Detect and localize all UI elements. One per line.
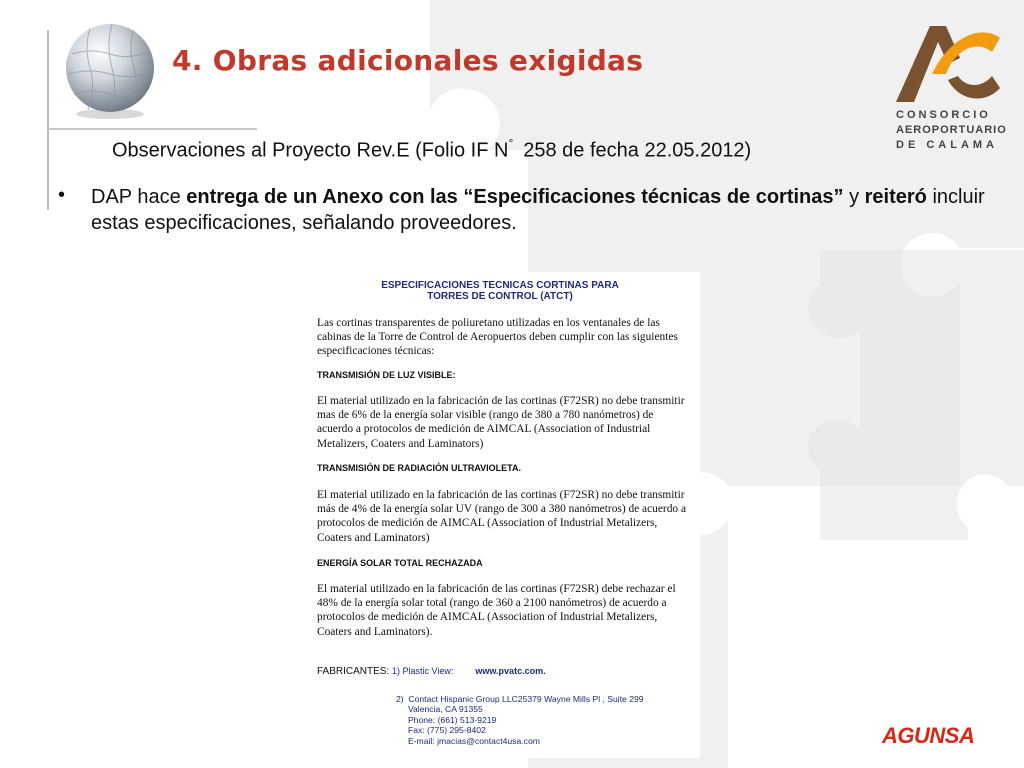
logo-line-1: CONSORCIO — [896, 109, 991, 121]
logo-line-3: DE CALAMA — [896, 139, 998, 151]
doc-section-3-heading: ENERGÍA SOLAR TOTAL RECHAZADA — [317, 558, 483, 568]
subtitle-text: Observaciones al Proyecto Rev.E (Folio IF N — [112, 139, 509, 162]
logo-line-2: AEROPORTUARIO — [896, 124, 1007, 136]
bullet-bold-2: reiteró — [864, 186, 927, 208]
doc-section-1-heading: TRANSMISIÓN DE LUZ VISIBLE: — [317, 370, 456, 380]
doc-fab-1-url: www.pvatc.com. — [475, 666, 546, 676]
consorcio-logo-text — [896, 108, 1007, 153]
doc-section-2-heading: TRANSMISIÓN DE RADIACIÓN ULTRAVIOLETA. — [317, 463, 521, 473]
doc-title-line-1: ESPECIFICACIONES TECNICAS CORTINAS PARA — [381, 280, 619, 291]
puzzle-globe-image — [58, 18, 162, 122]
slide-title: 4. Obras adicionales exigidas — [172, 44, 644, 77]
doc-fab-1: 1) Plastic View: — [392, 666, 454, 676]
agunsa-logo-text: AGUNSA — [882, 723, 975, 748]
subtitle-degree: ° — [508, 136, 514, 150]
doc-fab-label: FABRICANTES: — [317, 666, 390, 677]
doc-title-line-2: TORRES DE CONTROL (ATCT) — [427, 291, 573, 302]
doc-manufacturers — [317, 666, 546, 677]
doc-section-2-text: El material utilizado en la fabricación de las cortinas (F72SR) no debe transmitir más de 4% de la energía solar UV (rango de 300 a 380 nanómetros) de acuerdo a protocolos de medición de AIMCAL (Association of Industrial Metalizers, Coaters and Laminators) — [317, 489, 687, 544]
bullet-bold-1: entrega de un Anexo con las “Especificaciones técnicas de cortinas” — [186, 186, 844, 208]
bullet-text-2: y — [843, 186, 865, 208]
doc-section-3-text: El material utilizado en la fabricación de las cortinas (F72SR) debe rechazar el 48% de la energía solar total (rango de 360 a 2100 nanómetros) de acuerdo a protocolos de medición de AIMCAL (Association of Industrial Metalizers, Coaters and Laminators). — [317, 583, 676, 638]
doc-fab-2-address: 2) Contact Hispanic Group LLC25379 Wayne Mills Pl , Suite 299 Valencia, CA 91355 Phone: (661) 513-9219 Fax: (775) 295-8402 E-mail: jmacias@contact4usa.com — [396, 694, 644, 746]
vertical-divider-line — [47, 30, 49, 210]
specifications-document — [300, 272, 700, 758]
bullet-text-3: incluir estas especificaciones, señalando proveedores. — [91, 186, 985, 234]
bullet-marker: • — [58, 184, 66, 206]
consorcio-ac-logo — [890, 18, 1002, 108]
horizontal-divider-line — [47, 128, 257, 130]
bullet-paragraph — [91, 184, 1001, 236]
bullet-text-1: DAP hace — [91, 186, 187, 208]
doc-section-1-text: El material utilizado en la fabricación de las cortinas (F72SR) no debe transmitir mas de 6% de la energía solar visible (rango de 380 a 780 nanómetros) de acuerdo a protocolos de medición de AIMCAL (Association of Industrial Metalizers, Coaters and Laminators) — [317, 395, 685, 450]
slide-subtitle — [112, 138, 751, 163]
doc-intro: Las cortinas transparentes de poliuretano utilizadas en los ventanales de las cabinas de la Torre de Control de Aeropuertos deben cumplir con las siguientes especificaciones técnicas: — [317, 317, 678, 358]
subtitle-rest: 258 de fecha 22.05.2012) — [523, 139, 752, 162]
agunsa-logo — [880, 722, 998, 748]
